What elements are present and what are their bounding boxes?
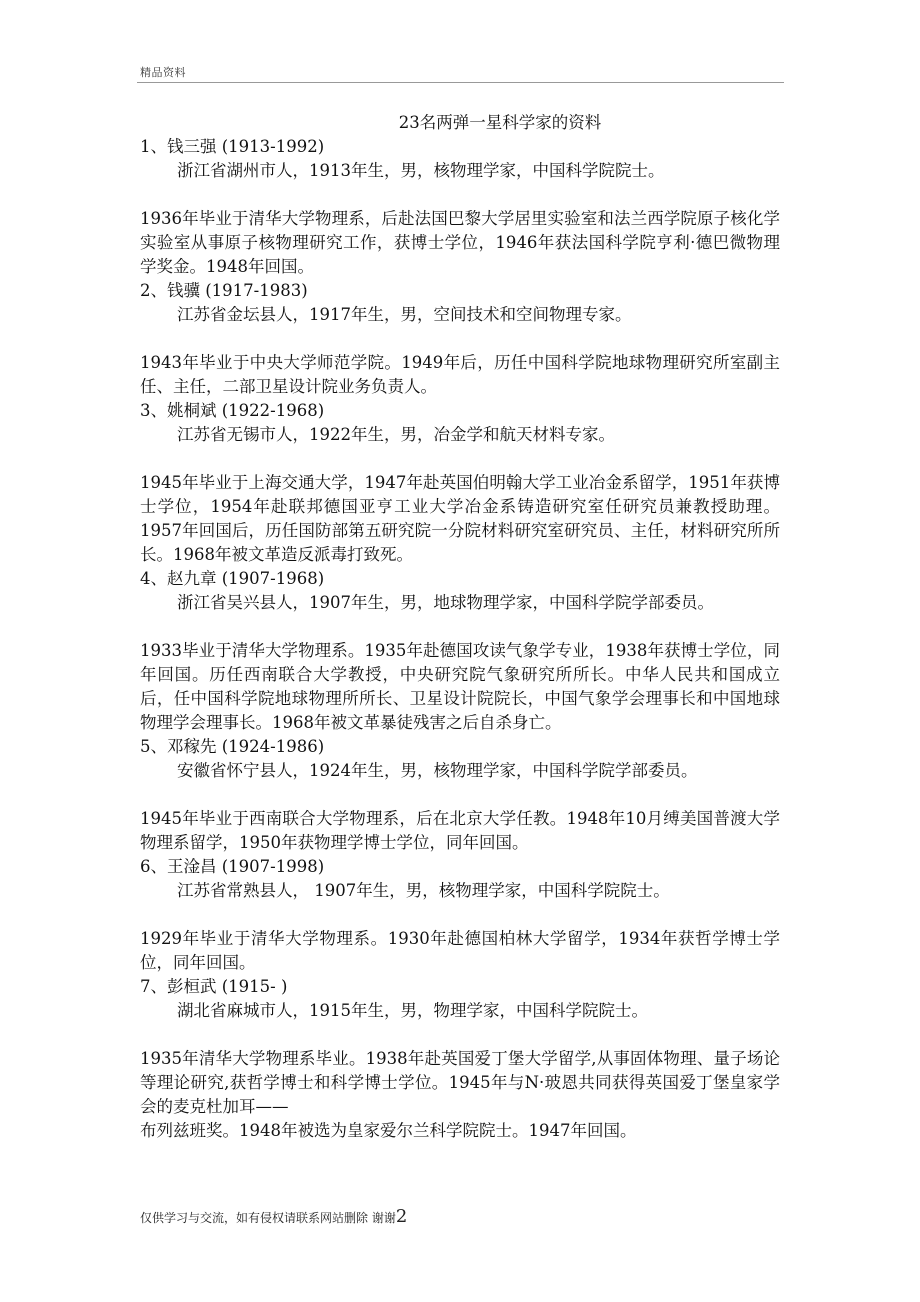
scientist-heading: 2、钱骥 (1917-1983) [140, 281, 308, 300]
scientist-heading: 7、彭桓武 (1915- ) [140, 977, 288, 996]
scientist-entry [140, 135, 780, 279]
scientist-summary: 江苏省常熟县人， 1907年生，男，核物理学家，中国科学院院士。 [177, 881, 670, 900]
scientist-summary: 江苏省金坛县人，1917年生，男，空间技术和空间物理专家。 [177, 305, 632, 324]
page-number: 2 [395, 1206, 408, 1227]
scientist-summary: 江苏省无锡市人，1922年生，男，冶金学和航天材料专家。 [177, 425, 615, 444]
header-rule [137, 82, 784, 83]
scientist-summary: 浙江省吴兴县人，1907年生，男，地球物理学家，中国科学院学部委员。 [177, 593, 714, 612]
scientist-bio: 1936年毕业于清华大学物理系，后赴法国巴黎大学居里实验室和法兰西学院原子核化学实验室从事原子核物理研究工作，获博士学位，1946年获法国科学院亨利·德巴微物理学奖金。1948年回国。 [140, 209, 780, 276]
document-body [140, 111, 780, 1143]
scientist-bio: 1935年清华大学物理系毕业。1938年赴英国爱丁堡大学留学,从事固体物理、量子场论等理论研究,获哲学博士和科学博士学位。1945年与N·玻恩共同获得英国爱丁堡皇家学会的麦克杜加耳—— [140, 1049, 780, 1116]
scientist-entry [140, 399, 780, 567]
scientist-entry [140, 567, 780, 735]
page-footer [140, 1206, 407, 1227]
scientist-entry [140, 975, 780, 1143]
footer-note: 仅供学习与交流，如有侵权请联系网站删除 谢谢 [140, 1211, 396, 1225]
scientist-entry [140, 735, 780, 855]
scientist-entry [140, 855, 780, 975]
scientist-summary: 安徽省怀宁县人，1924年生，男，核物理学家，中国科学院学部委员。 [177, 761, 698, 780]
scientist-summary: 浙江省湖州市人，1913年生，男，核物理学家，中国科学院院士。 [177, 161, 665, 180]
scientist-bio: 1933毕业于清华大学物理系。1935年赴德国攻读气象学专业，1938年获博士学位，同年回国。历任西南联合大学教授，中央研究院气象研究所所长。中华人民共和国成立后，任中国科学院地球物理所所长、卫星设计院院长，中国气象学会理事长和中国地球物理学会理事长。1968年被文革暴徒残害之后自杀身亡。 [140, 641, 780, 732]
scientist-summary: 湖北省麻城市人，1915年生，男，物理学家，中国科学院院士。 [177, 1001, 648, 1020]
scientist-heading: 5、邓稼先 (1924-1986) [140, 737, 325, 756]
scientist-bio-continued: 布列兹班奖。1948年被选为皇家爱尔兰科学院院士。1947年回国。 [140, 1121, 637, 1140]
scientist-heading: 4、赵九章 (1907-1968) [140, 569, 325, 588]
scientist-heading: 1、钱三强 (1913-1992) [140, 137, 325, 156]
scientist-bio: 1945年毕业于西南联合大学物理系，后在北京大学任教。1948年10月缚美国普渡大学物理系留学，1950年获物理学博士学位，同年回国。 [140, 809, 780, 852]
scientist-entry [140, 279, 780, 399]
scientist-bio: 1929年毕业于清华大学物理系。1930年赴德国柏林大学留学，1934年获哲学博士学位，同年回国。 [140, 929, 780, 972]
header-label: 精品资料 [140, 66, 186, 79]
scientist-heading: 3、姚桐斌 (1922-1968) [140, 401, 325, 420]
scientist-bio: 1945年毕业于上海交通大学，1947年赴英国伯明翰大学工业冶金系留学，1951年获博士学位，1954年赴联邦德国亚亨工业大学冶金系铸造研究室任研究员兼教授助理。1957年回国后，历任国防部第五研究院一分院材料研究室研究员、主任，材料研究所所长。1968年被文革造反派毒打致死。 [140, 473, 780, 564]
scientist-heading: 6、王淦昌 (1907-1998) [140, 857, 325, 876]
scientist-bio: 1943年毕业于中央大学师范学院。1949年后，历任中国科学院地球物理研究所室副主任、主任，二部卫星设计院业务负责人。 [140, 353, 780, 396]
document-title: 23名两弹一星科学家的资料 [398, 113, 602, 132]
